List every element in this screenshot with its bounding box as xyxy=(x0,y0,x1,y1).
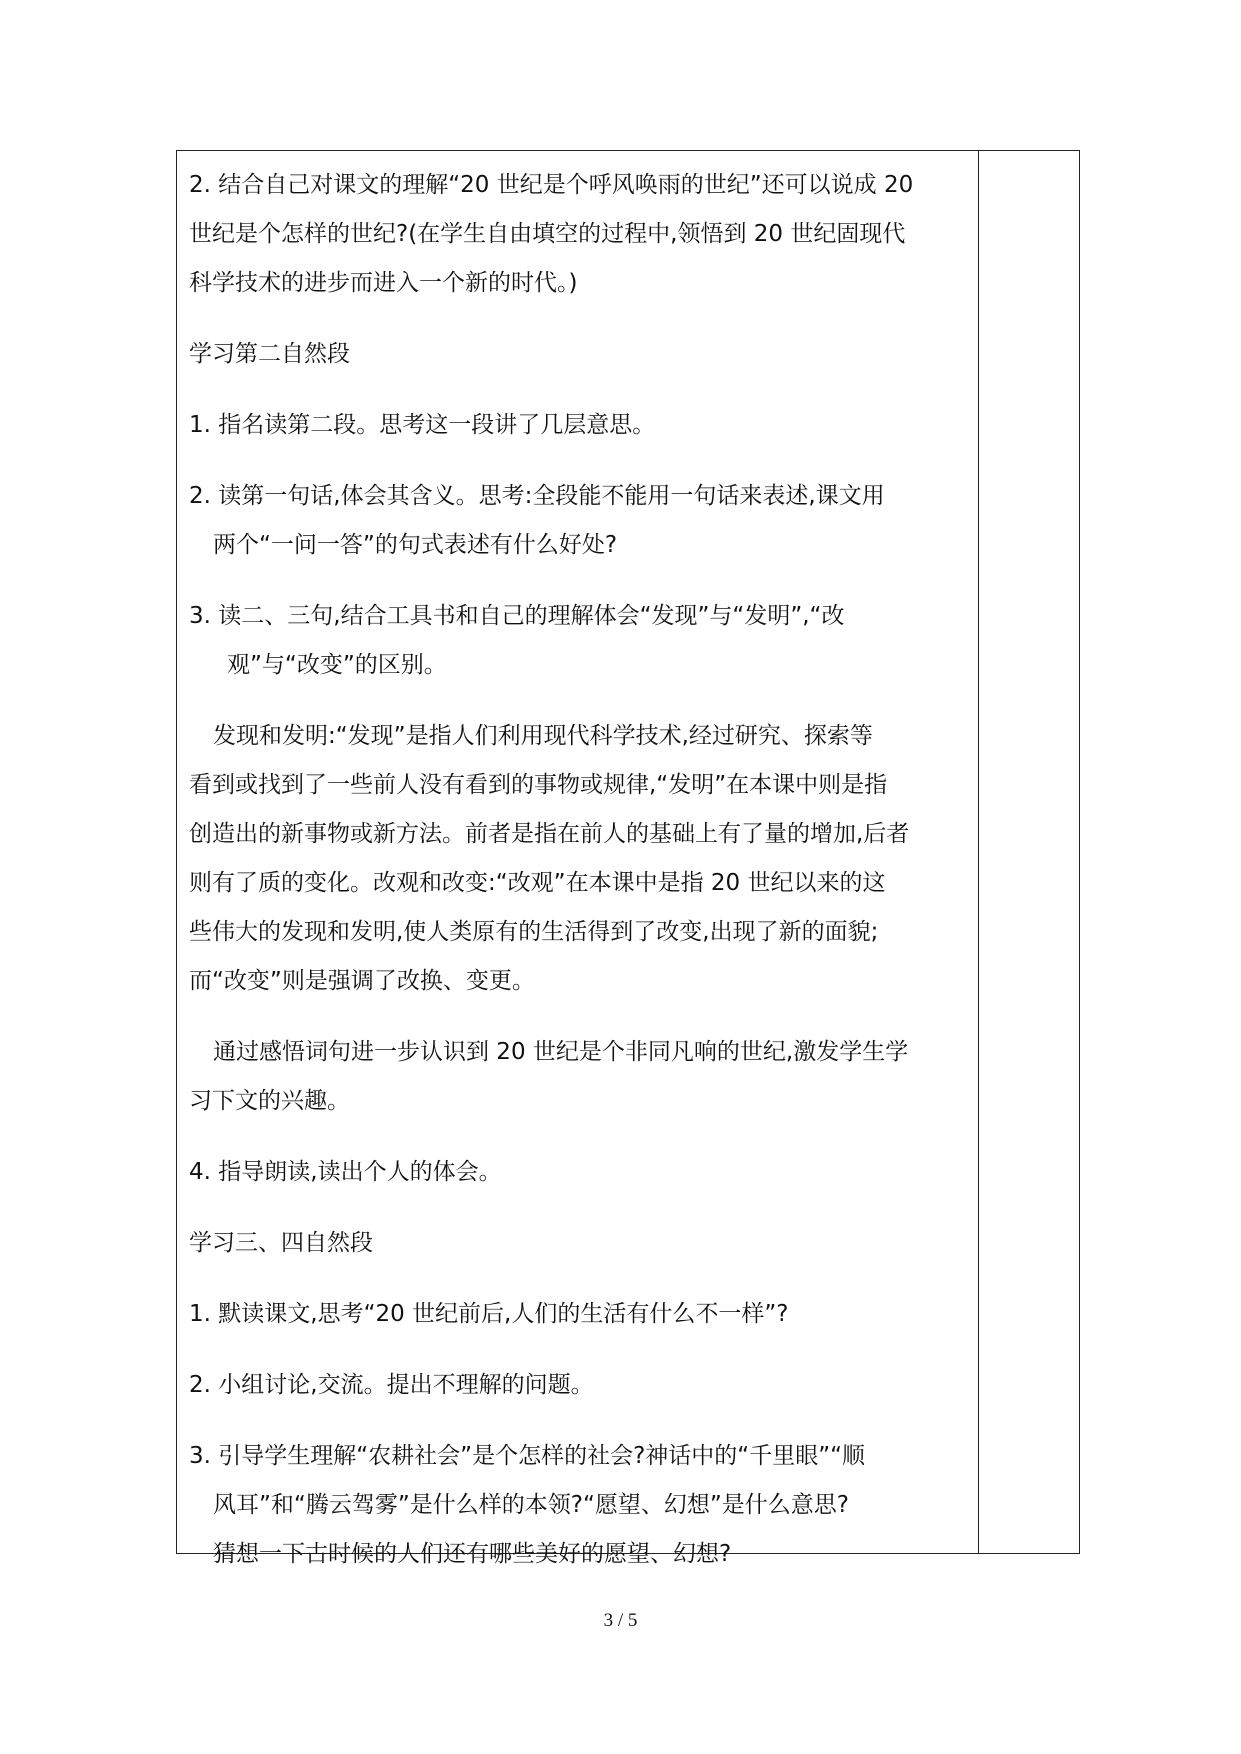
list-item-continuation: 风耳”和“腾云驾雾”是什么样的本领?“愿望、幻想”是什么意思? xyxy=(213,1492,849,1518)
list-item: 3. 读二、三句,结合工具书和自己的理解体会“发现”与“发明”,“改 xyxy=(189,603,845,629)
list-item: 1. 指名读第二段。思考这一段讲了几层意思。 xyxy=(189,412,656,438)
paragraph-line: 世纪是个怎样的世纪?(在学生自由填空的过程中,领悟到 20 世纪固现代 xyxy=(189,221,906,247)
list-item: 4. 指导朗读,读出个人的体会。 xyxy=(189,1159,502,1185)
paragraph-line: 而“改变”则是强调了改换、变更。 xyxy=(189,968,535,994)
list-item-continuation: 猜想一下古时候的人们还有哪些美好的愿望、幻想? xyxy=(213,1541,732,1567)
list-item: 3. 引导学生理解“农耕社会”是个怎样的社会?神话中的“千里眼”“顺 xyxy=(189,1443,866,1469)
paragraph-line: 通过感悟词句进一步认识到 20 世纪是个非同凡响的世纪,激发学生学 xyxy=(213,1039,909,1065)
paragraph-line: 看到或找到了一些前人没有看到的事物或规律,“发明”在本课中则是指 xyxy=(189,772,888,798)
paragraph-line: 习下文的兴趣。 xyxy=(189,1088,350,1114)
section-heading: 学习三、四自然段 xyxy=(189,1230,373,1256)
lesson-plan-table xyxy=(176,150,1080,1567)
paragraph-line: 2. 结合自己对课文的理解“20 世纪是个呼风唤雨的世纪”还可以说成 20 xyxy=(189,172,914,198)
list-item: 1. 默读课文,思考“20 世纪前后,人们的生活有什么不一样”? xyxy=(189,1301,789,1327)
section-heading: 学习第二自然段 xyxy=(189,341,350,367)
paragraph-line: 发现和发明:“发现”是指人们利用现代科学技术,经过研究、探索等 xyxy=(213,723,873,749)
paragraph-line: 科学技术的进步而进入一个新的时代。) xyxy=(189,270,578,296)
paragraph-line: 创造出的新事物或新方法。前者是指在前人的基础上有了量的增加,后者 xyxy=(189,821,910,847)
list-item-continuation: 两个“一问一答”的句式表述有什么好处? xyxy=(213,532,618,558)
list-item: 2. 小组讨论,交流。提出不理解的问题。 xyxy=(189,1372,594,1398)
page-number: 3 / 5 xyxy=(603,1610,638,1631)
list-item: 2. 读第一句话,体会其含义。思考:全段能不能用一句话来表述,课文用 xyxy=(189,483,885,509)
content-cell xyxy=(189,161,969,1579)
notes-cell xyxy=(979,151,1079,1553)
paragraph-line: 则有了质的变化。改观和改变:“改观”在本课中是指 20 世纪以来的这 xyxy=(189,870,886,896)
paragraph-line: 些伟大的发现和发明,使人类原有的生活得到了改变,出现了新的面貌; xyxy=(189,919,879,945)
list-item-continuation: 观”与“改变”的区别。 xyxy=(227,652,447,678)
